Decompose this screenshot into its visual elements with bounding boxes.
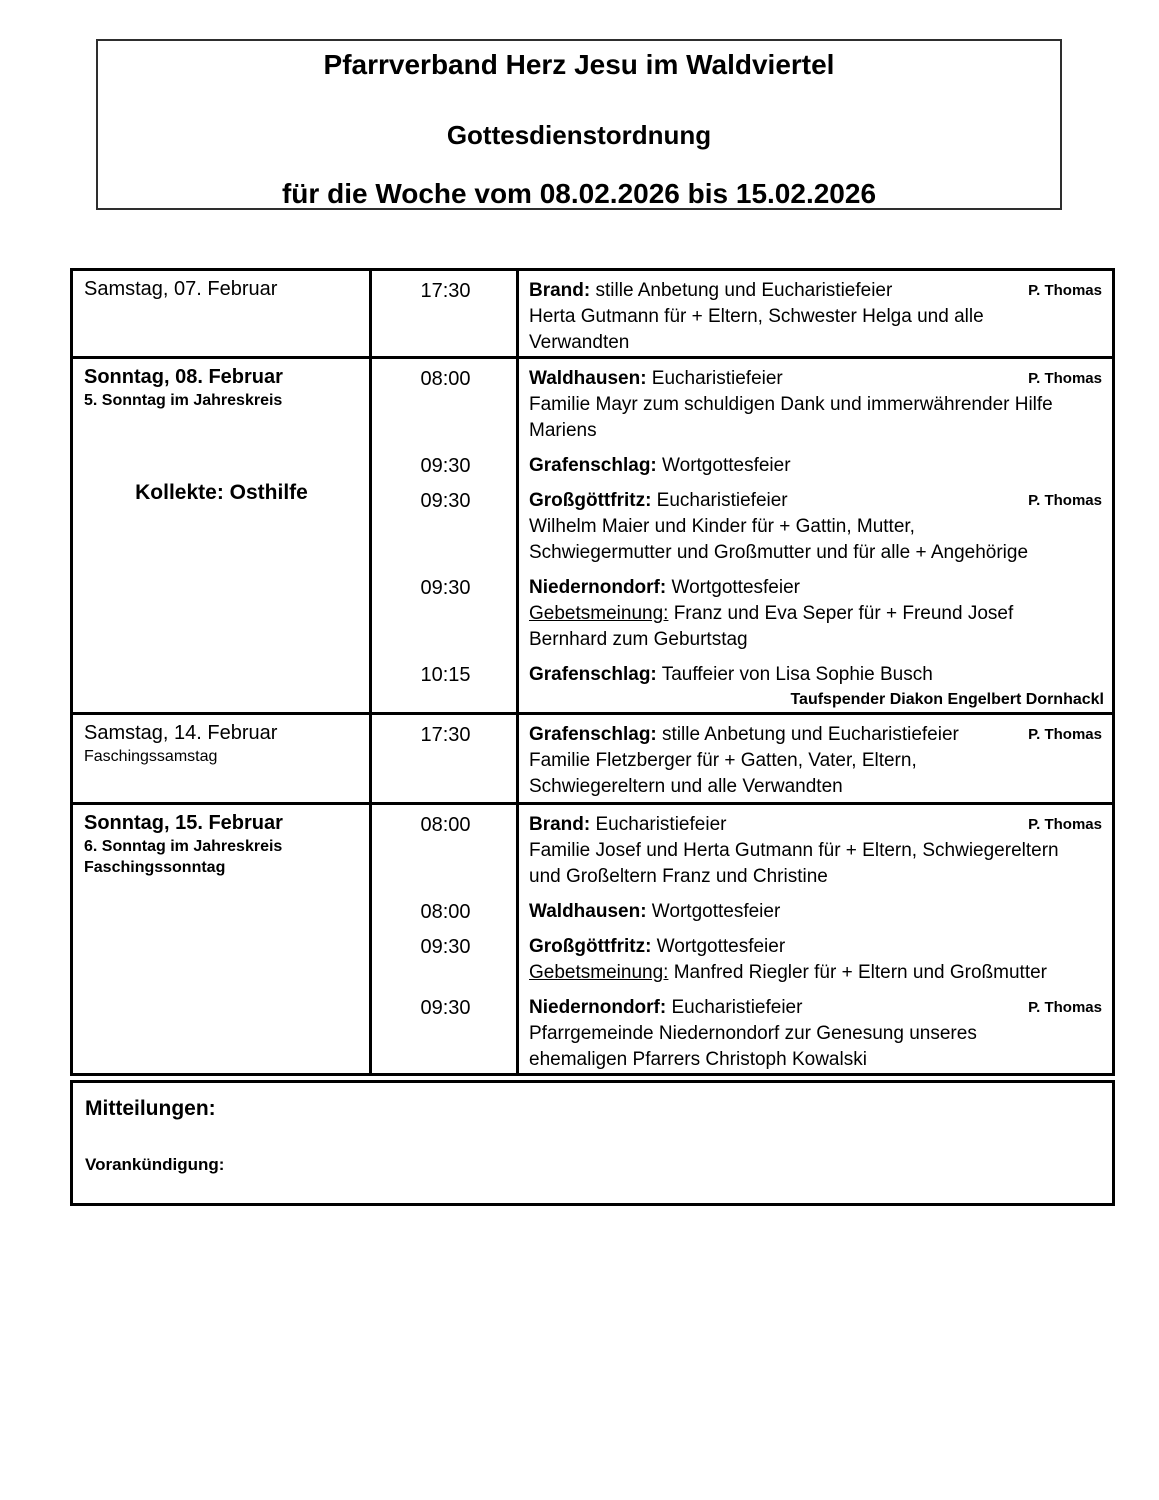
service-place: Waldhausen: xyxy=(529,368,647,389)
service-entry xyxy=(372,812,1112,890)
date-subline: Faschingssamstag xyxy=(84,748,218,765)
service-entry xyxy=(372,453,1112,479)
service-headline: Grafenschlag: Wortgottesfeier xyxy=(529,455,791,476)
service-headline: Grafenschlag: stille Anbetung und Eucharistiefeier P. Thomas xyxy=(529,724,1102,745)
service-description xyxy=(519,453,1112,479)
service-entry xyxy=(372,934,1112,986)
document-header xyxy=(96,39,1062,210)
service-time: 08:00 xyxy=(420,368,471,390)
time-and-service-area xyxy=(372,805,1112,1073)
service-place: Grafenschlag: xyxy=(529,724,657,745)
service-headline: Grafenschlag: Tauffeier von Lisa Sophie Busch xyxy=(529,664,933,685)
mitteilungen-heading: Mitteilungen: xyxy=(85,1097,216,1120)
date-cell xyxy=(73,359,372,712)
service-description xyxy=(519,366,1112,444)
service-time: 09:30 xyxy=(420,490,471,512)
date-label: Sonntag, 15. Februar xyxy=(84,812,283,834)
celebrant-name: P. Thomas xyxy=(1028,370,1102,387)
service-headline: Brand: stille Anbetung und Eucharistiefeier P. Thomas xyxy=(529,280,1102,301)
time-and-service-area xyxy=(372,359,1112,712)
intention-line: Familie Mayr zum schuldigen Dank und immerwährender Hilfe xyxy=(529,394,1053,415)
intention-line: Schwiegereltern und alle Verwandten xyxy=(529,776,843,797)
intention-line: Verwandten xyxy=(529,332,630,353)
day-row xyxy=(73,805,1112,1073)
service-entry xyxy=(372,278,1112,356)
celebrant-name: P. Thomas xyxy=(1028,726,1102,743)
celebrant-name: P. Thomas xyxy=(1028,282,1102,299)
date-label: Sonntag, 08. Februar xyxy=(84,366,283,388)
collection-note: Kollekte: Osthilfe xyxy=(135,481,308,504)
celebrant-name: P. Thomas xyxy=(1028,816,1102,833)
service-description xyxy=(519,278,1112,356)
intention-line: Herta Gutmann für + Eltern, Schwester Helga und alle xyxy=(529,306,984,327)
intention-line: Familie Fletzberger für + Gatten, Vater, Eltern, xyxy=(529,750,917,771)
service-description xyxy=(519,812,1112,890)
service-time: 08:00 xyxy=(420,901,471,923)
service-description xyxy=(519,662,1112,712)
service-headline: Niedernondorf: Eucharistiefeier P. Thomas xyxy=(529,997,1102,1018)
date-cell xyxy=(73,805,372,1073)
service-headline: Niedernondorf: Wortgottesfeier xyxy=(529,577,800,598)
service-description xyxy=(519,575,1112,653)
day-row xyxy=(73,271,1112,359)
date-label: Samstag, 14. Februar xyxy=(84,722,278,744)
service-time: 17:30 xyxy=(420,280,471,302)
service-headline: Brand: Eucharistiefeier P. Thomas xyxy=(529,814,1102,835)
service-entry xyxy=(372,366,1112,444)
service-place: Niedernondorf: xyxy=(529,997,667,1018)
service-description xyxy=(519,995,1112,1073)
service-entry xyxy=(372,662,1112,712)
date-label: Samstag, 07. Februar xyxy=(84,278,278,300)
service-place: Niedernondorf: xyxy=(529,577,667,598)
vorankuendigung-heading: Vorankündigung: xyxy=(85,1155,225,1174)
service-time: 09:30 xyxy=(420,936,471,958)
service-description xyxy=(519,899,1112,925)
service-description xyxy=(519,722,1112,800)
service-headline: Waldhausen: Eucharistiefeier P. Thomas xyxy=(529,368,1102,389)
service-entry xyxy=(372,995,1112,1073)
date-cell xyxy=(73,715,372,802)
date-subline: 5. Sonntag im Jahreskreis xyxy=(84,392,283,409)
service-headline: Großgöttfritz: Wortgottesfeier xyxy=(529,936,786,957)
celebrant-name: P. Thomas xyxy=(1028,999,1102,1016)
celebrant-name: P. Thomas xyxy=(1028,492,1102,509)
service-time: 10:15 xyxy=(420,664,471,686)
intention-line: Bernhard zum Geburtstag xyxy=(529,629,748,650)
date-subline: Faschingssonntag xyxy=(84,859,226,876)
schedule-table xyxy=(70,268,1115,1076)
intention-line: Mariens xyxy=(529,420,597,441)
service-entry xyxy=(372,488,1112,566)
notices-box xyxy=(70,1080,1115,1206)
intention-line: Pfarrgemeinde Niedernondorf zur Genesung unseres xyxy=(529,1023,977,1044)
intention-line: Familie Josef und Herta Gutmann für + Eltern, Schwiegereltern xyxy=(529,840,1059,861)
parish-title: Pfarrverband Herz Jesu im Waldviertel xyxy=(323,49,835,80)
service-place: Großgöttfritz: xyxy=(529,936,652,957)
service-time: 08:00 xyxy=(420,814,471,836)
time-and-service-area xyxy=(372,715,1112,802)
week-range-line: für die Woche vom 08.02.2026 bis 15.02.2026 xyxy=(281,178,877,209)
service-headline: Großgöttfritz: Eucharistiefeier P. Thomas xyxy=(529,490,1102,511)
service-place: Grafenschlag: xyxy=(529,664,657,685)
service-place: Grafenschlag: xyxy=(529,455,657,476)
baptism-minister-line: Taufspender Diakon Engelbert Dornhackl xyxy=(790,691,1104,708)
service-description xyxy=(519,934,1112,986)
date-subline: 6. Sonntag im Jahreskreis xyxy=(84,838,283,855)
intention-line: Wilhelm Maier und Kinder für + Gattin, Mutter, xyxy=(529,516,915,537)
time-and-service-area xyxy=(372,271,1112,356)
document-type-title: Gottesdienstordnung xyxy=(446,120,712,150)
service-place: Großgöttfritz: xyxy=(529,490,652,511)
service-place: Brand: xyxy=(529,814,591,835)
underlined-prefix: Gebetsmeinung: xyxy=(529,603,669,624)
intention-line: Schwiegermutter und Großmutter und für alle + Angehörige xyxy=(529,542,1029,563)
intention-line: und Großeltern Franz und Christine xyxy=(529,866,828,887)
intention-line: ehemaligen Pfarrers Christoph Kowalski xyxy=(529,1049,867,1070)
service-time: 09:30 xyxy=(420,997,471,1019)
date-cell xyxy=(73,271,372,356)
service-place: Waldhausen: xyxy=(529,901,647,922)
service-headline: Waldhausen: Wortgottesfeier xyxy=(529,901,781,922)
service-description xyxy=(519,488,1112,566)
service-time: 17:30 xyxy=(420,724,471,746)
underlined-prefix: Gebetsmeinung: xyxy=(529,962,669,983)
service-time: 09:30 xyxy=(420,577,471,599)
day-row xyxy=(73,715,1112,805)
service-time: 09:30 xyxy=(420,455,471,477)
day-row xyxy=(73,359,1112,715)
service-entry xyxy=(372,575,1112,653)
intention-line: Gebetsmeinung: Manfred Riegler für + Eltern und Großmutter xyxy=(529,962,1047,983)
service-entry xyxy=(372,722,1112,800)
intention-line: Gebetsmeinung: Franz und Eva Seper für + Freund Josef xyxy=(529,603,1014,624)
service-entry xyxy=(372,899,1112,925)
service-place: Brand: xyxy=(529,280,591,301)
